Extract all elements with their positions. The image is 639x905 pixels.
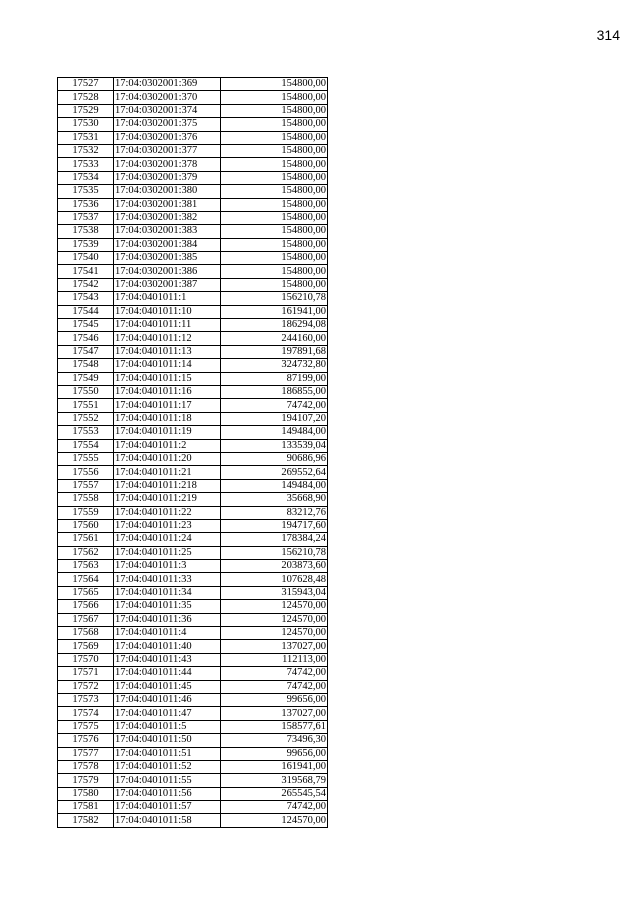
cadastral-number-cell: 17:04:0401011:4 xyxy=(114,627,221,640)
cadastral-value-cell: 154800,00 xyxy=(221,131,328,144)
row-number-cell: 17532 xyxy=(58,144,114,157)
table-row xyxy=(58,171,328,184)
cadastral-value-cell: 154800,00 xyxy=(221,211,328,224)
cadastral-value-cell: 154800,00 xyxy=(221,185,328,198)
cadastral-number-cell: 17:04:0401011:21 xyxy=(114,466,221,479)
row-number-cell: 17548 xyxy=(58,359,114,372)
table-row xyxy=(58,533,328,546)
cadastral-value-cell: 154800,00 xyxy=(221,144,328,157)
row-number-cell: 17560 xyxy=(58,519,114,532)
cadastral-number-cell: 17:04:0401011:55 xyxy=(114,774,221,787)
table-row xyxy=(58,693,328,706)
cadastral-value-cell: 154800,00 xyxy=(221,198,328,211)
cadastral-number-cell: 17:04:0401011:44 xyxy=(114,667,221,680)
cadastral-value-cell: 315943,04 xyxy=(221,586,328,599)
cadastral-number-cell: 17:04:0401011:16 xyxy=(114,385,221,398)
row-number-cell: 17568 xyxy=(58,627,114,640)
cadastral-value-cell: 107628,48 xyxy=(221,573,328,586)
cadastral-number-cell: 17:04:0401011:5 xyxy=(114,720,221,733)
cadastral-value-cell: 74742,00 xyxy=(221,801,328,814)
row-number-cell: 17549 xyxy=(58,372,114,385)
cadastral-number-cell: 17:04:0401011:20 xyxy=(114,452,221,465)
cadastral-value-cell: 133539,04 xyxy=(221,439,328,452)
table-row xyxy=(58,158,328,171)
cadastral-value-cell: 154800,00 xyxy=(221,238,328,251)
row-number-cell: 17555 xyxy=(58,452,114,465)
row-number-cell: 17571 xyxy=(58,667,114,680)
cadastral-value-cell: 124570,00 xyxy=(221,627,328,640)
cadastral-value-cell: 154800,00 xyxy=(221,225,328,238)
cadastral-number-cell: 17:04:0401011:13 xyxy=(114,345,221,358)
row-number-cell: 17566 xyxy=(58,600,114,613)
row-number-cell: 17572 xyxy=(58,680,114,693)
cadastral-value-cell: 244160,00 xyxy=(221,332,328,345)
cadastral-value-cell: 178384,24 xyxy=(221,533,328,546)
table-row xyxy=(58,707,328,720)
cadastral-value-cell: 154800,00 xyxy=(221,252,328,265)
row-number-cell: 17527 xyxy=(58,78,114,91)
table-row xyxy=(58,814,328,827)
cadastral-number-cell: 17:04:0401011:17 xyxy=(114,399,221,412)
row-number-cell: 17539 xyxy=(58,238,114,251)
cadastral-number-cell: 17:04:0401011:57 xyxy=(114,801,221,814)
cadastral-value-cell: 99656,00 xyxy=(221,747,328,760)
table-row xyxy=(58,720,328,733)
cadastral-number-cell: 17:04:0401011:1 xyxy=(114,292,221,305)
cadastral-number-cell: 17:04:0302001:381 xyxy=(114,198,221,211)
cadastral-number-cell: 17:04:0401011:25 xyxy=(114,546,221,559)
cadastral-number-cell: 17:04:0401011:24 xyxy=(114,533,221,546)
row-number-cell: 17550 xyxy=(58,385,114,398)
cadastral-value-cell: 154800,00 xyxy=(221,91,328,104)
table-body xyxy=(58,78,328,828)
cadastral-value-cell: 194107,20 xyxy=(221,412,328,425)
cadastral-number-cell: 17:04:0401011:3 xyxy=(114,560,221,573)
cadastral-number-cell: 17:04:0401011:47 xyxy=(114,707,221,720)
cadastral-number-cell: 17:04:0401011:52 xyxy=(114,760,221,773)
cadastral-number-cell: 17:04:0401011:218 xyxy=(114,479,221,492)
table-row xyxy=(58,131,328,144)
table-row xyxy=(58,452,328,465)
table-row xyxy=(58,372,328,385)
cadastral-number-cell: 17:04:0401011:45 xyxy=(114,680,221,693)
table-row xyxy=(58,627,328,640)
table-row xyxy=(58,185,328,198)
row-number-cell: 17538 xyxy=(58,225,114,238)
table-row xyxy=(58,359,328,372)
table-row xyxy=(58,466,328,479)
cadastral-number-cell: 17:04:0401011:219 xyxy=(114,493,221,506)
cadastral-number-cell: 17:04:0302001:382 xyxy=(114,211,221,224)
cadastral-value-cell: 149484,00 xyxy=(221,426,328,439)
cadastral-value-cell: 154800,00 xyxy=(221,171,328,184)
row-number-cell: 17546 xyxy=(58,332,114,345)
cadastral-value-cell: 74742,00 xyxy=(221,667,328,680)
table-row xyxy=(58,734,328,747)
page-number: 314 xyxy=(596,27,620,43)
table-row xyxy=(58,412,328,425)
table-row xyxy=(58,747,328,760)
row-number-cell: 17561 xyxy=(58,533,114,546)
cadastral-number-cell: 17:04:0401011:43 xyxy=(114,653,221,666)
cadastral-number-cell: 17:04:0302001:384 xyxy=(114,238,221,251)
table-row xyxy=(58,305,328,318)
row-number-cell: 17565 xyxy=(58,586,114,599)
cadastral-value-cell: 194717,60 xyxy=(221,519,328,532)
cadastral-number-cell: 17:04:0302001:375 xyxy=(114,118,221,131)
table-row xyxy=(58,278,328,291)
cadastral-value-cell: 186294,08 xyxy=(221,319,328,332)
table-row xyxy=(58,345,328,358)
cadastral-number-cell: 17:04:0302001:374 xyxy=(114,104,221,117)
table-row xyxy=(58,144,328,157)
table-row xyxy=(58,640,328,653)
table-row xyxy=(58,560,328,573)
cadastral-number-cell: 17:04:0401011:2 xyxy=(114,439,221,452)
cadastral-value-cell: 154800,00 xyxy=(221,265,328,278)
cadastral-number-cell: 17:04:0401011:36 xyxy=(114,613,221,626)
table-row xyxy=(58,399,328,412)
cadastral-value-cell: 112113,00 xyxy=(221,653,328,666)
row-number-cell: 17577 xyxy=(58,747,114,760)
table-row xyxy=(58,774,328,787)
cadastral-number-cell: 17:04:0302001:386 xyxy=(114,265,221,278)
row-number-cell: 17528 xyxy=(58,91,114,104)
row-number-cell: 17580 xyxy=(58,787,114,800)
row-number-cell: 17575 xyxy=(58,720,114,733)
row-number-cell: 17537 xyxy=(58,211,114,224)
table-row xyxy=(58,118,328,131)
row-number-cell: 17529 xyxy=(58,104,114,117)
table-row xyxy=(58,586,328,599)
row-number-cell: 17534 xyxy=(58,171,114,184)
table-row xyxy=(58,252,328,265)
table-row xyxy=(58,91,328,104)
cadastral-number-cell: 17:04:0302001:385 xyxy=(114,252,221,265)
row-number-cell: 17530 xyxy=(58,118,114,131)
row-number-cell: 17563 xyxy=(58,560,114,573)
cadastral-number-cell: 17:04:0401011:50 xyxy=(114,734,221,747)
cadastral-number-cell: 17:04:0401011:46 xyxy=(114,693,221,706)
table-row xyxy=(58,319,328,332)
table-row xyxy=(58,426,328,439)
cadastral-number-cell: 17:04:0401011:19 xyxy=(114,426,221,439)
cadastral-number-cell: 17:04:0302001:376 xyxy=(114,131,221,144)
cadastral-number-cell: 17:04:0401011:23 xyxy=(114,519,221,532)
table-row xyxy=(58,211,328,224)
table-row xyxy=(58,78,328,91)
cadastral-value-cell: 269552,64 xyxy=(221,466,328,479)
cadastral-value-cell: 265545,54 xyxy=(221,787,328,800)
row-number-cell: 17547 xyxy=(58,345,114,358)
cadastral-number-cell: 17:04:0401011:18 xyxy=(114,412,221,425)
cadastral-value-cell: 124570,00 xyxy=(221,600,328,613)
row-number-cell: 17544 xyxy=(58,305,114,318)
table-row xyxy=(58,613,328,626)
table-row xyxy=(58,801,328,814)
table-row xyxy=(58,104,328,117)
cadastral-value-cell: 154800,00 xyxy=(221,118,328,131)
row-number-cell: 17531 xyxy=(58,131,114,144)
table-row xyxy=(58,680,328,693)
cadastral-value-cell: 74742,00 xyxy=(221,680,328,693)
row-number-cell: 17543 xyxy=(58,292,114,305)
table-row xyxy=(58,238,328,251)
row-number-cell: 17551 xyxy=(58,399,114,412)
cadastral-value-cell: 137027,00 xyxy=(221,640,328,653)
row-number-cell: 17554 xyxy=(58,439,114,452)
row-number-cell: 17553 xyxy=(58,426,114,439)
cadastral-value-cell: 87199,00 xyxy=(221,372,328,385)
cadastral-value-cell: 73496,30 xyxy=(221,734,328,747)
row-number-cell: 17559 xyxy=(58,506,114,519)
table-row xyxy=(58,653,328,666)
row-number-cell: 17536 xyxy=(58,198,114,211)
cadastral-number-cell: 17:04:0302001:378 xyxy=(114,158,221,171)
cadastral-value-cell: 35668,90 xyxy=(221,493,328,506)
cadastral-value-cell: 319568,79 xyxy=(221,774,328,787)
row-number-cell: 17558 xyxy=(58,493,114,506)
table-row xyxy=(58,292,328,305)
table-row xyxy=(58,479,328,492)
cadastral-value-cell: 161941,00 xyxy=(221,760,328,773)
table-row xyxy=(58,332,328,345)
cadastral-number-cell: 17:04:0401011:58 xyxy=(114,814,221,827)
table-row xyxy=(58,439,328,452)
table-row xyxy=(58,667,328,680)
cadastral-value-cell: 203873,60 xyxy=(221,560,328,573)
row-number-cell: 17570 xyxy=(58,653,114,666)
row-number-cell: 17542 xyxy=(58,278,114,291)
cadastral-value-cell: 74742,00 xyxy=(221,399,328,412)
cadastral-number-cell: 17:04:0401011:51 xyxy=(114,747,221,760)
cadastral-value-cell: 124570,00 xyxy=(221,613,328,626)
cadastral-value-cell: 154800,00 xyxy=(221,158,328,171)
cadastral-number-cell: 17:04:0302001:380 xyxy=(114,185,221,198)
cadastral-number-cell: 17:04:0401011:22 xyxy=(114,506,221,519)
row-number-cell: 17533 xyxy=(58,158,114,171)
cadastral-number-cell: 17:04:0401011:15 xyxy=(114,372,221,385)
cadastral-value-cell: 154800,00 xyxy=(221,78,328,91)
cadastral-value-cell: 124570,00 xyxy=(221,814,328,827)
table-row xyxy=(58,385,328,398)
cadastral-number-cell: 17:04:0401011:56 xyxy=(114,787,221,800)
row-number-cell: 17574 xyxy=(58,707,114,720)
row-number-cell: 17535 xyxy=(58,185,114,198)
cadastral-value-cell: 83212,76 xyxy=(221,506,328,519)
cadastral-number-cell: 17:04:0401011:35 xyxy=(114,600,221,613)
row-number-cell: 17556 xyxy=(58,466,114,479)
row-number-cell: 17562 xyxy=(58,546,114,559)
row-number-cell: 17569 xyxy=(58,640,114,653)
table-row xyxy=(58,546,328,559)
row-number-cell: 17545 xyxy=(58,319,114,332)
table-row xyxy=(58,493,328,506)
table-row xyxy=(58,600,328,613)
cadastral-number-cell: 17:04:0401011:10 xyxy=(114,305,221,318)
cadastral-value-cell: 149484,00 xyxy=(221,479,328,492)
row-number-cell: 17582 xyxy=(58,814,114,827)
cadastral-value-cell: 161941,00 xyxy=(221,305,328,318)
row-number-cell: 17573 xyxy=(58,693,114,706)
cadastral-value-cell: 156210,78 xyxy=(221,292,328,305)
table-row xyxy=(58,787,328,800)
cadastral-number-cell: 17:04:0401011:11 xyxy=(114,319,221,332)
cadastral-value-cell: 154800,00 xyxy=(221,104,328,117)
cadastral-number-cell: 17:04:0401011:12 xyxy=(114,332,221,345)
table-row xyxy=(58,506,328,519)
cadastral-value-cell: 186855,00 xyxy=(221,385,328,398)
row-number-cell: 17576 xyxy=(58,734,114,747)
cadastral-number-cell: 17:04:0401011:33 xyxy=(114,573,221,586)
table-row xyxy=(58,573,328,586)
table-row xyxy=(58,198,328,211)
cadastral-number-cell: 17:04:0401011:14 xyxy=(114,359,221,372)
cadastral-number-cell: 17:04:0302001:387 xyxy=(114,278,221,291)
cadastral-number-cell: 17:04:0302001:383 xyxy=(114,225,221,238)
table-row xyxy=(58,225,328,238)
row-number-cell: 17541 xyxy=(58,265,114,278)
cadastral-value-cell: 158577,61 xyxy=(221,720,328,733)
cadastral-value-cell: 154800,00 xyxy=(221,278,328,291)
table-row xyxy=(58,519,328,532)
cadastral-number-cell: 17:04:0302001:370 xyxy=(114,91,221,104)
cadastral-number-cell: 17:04:0302001:369 xyxy=(114,78,221,91)
cadastral-value-cell: 156210,78 xyxy=(221,546,328,559)
cadastral-number-cell: 17:04:0302001:379 xyxy=(114,171,221,184)
row-number-cell: 17552 xyxy=(58,412,114,425)
row-number-cell: 17567 xyxy=(58,613,114,626)
row-number-cell: 17540 xyxy=(58,252,114,265)
cadastral-number-cell: 17:04:0302001:377 xyxy=(114,144,221,157)
cadastral-value-cell: 137027,00 xyxy=(221,707,328,720)
table-row xyxy=(58,760,328,773)
cadastral-number-cell: 17:04:0401011:34 xyxy=(114,586,221,599)
cadastral-value-table xyxy=(57,77,328,828)
cadastral-value-cell: 197891,68 xyxy=(221,345,328,358)
cadastral-number-cell: 17:04:0401011:40 xyxy=(114,640,221,653)
row-number-cell: 17581 xyxy=(58,801,114,814)
cadastral-value-cell: 324732,80 xyxy=(221,359,328,372)
row-number-cell: 17578 xyxy=(58,760,114,773)
cadastral-value-cell: 99656,00 xyxy=(221,693,328,706)
cadastral-value-cell: 90686,96 xyxy=(221,452,328,465)
table-row xyxy=(58,265,328,278)
row-number-cell: 17557 xyxy=(58,479,114,492)
row-number-cell: 17564 xyxy=(58,573,114,586)
row-number-cell: 17579 xyxy=(58,774,114,787)
